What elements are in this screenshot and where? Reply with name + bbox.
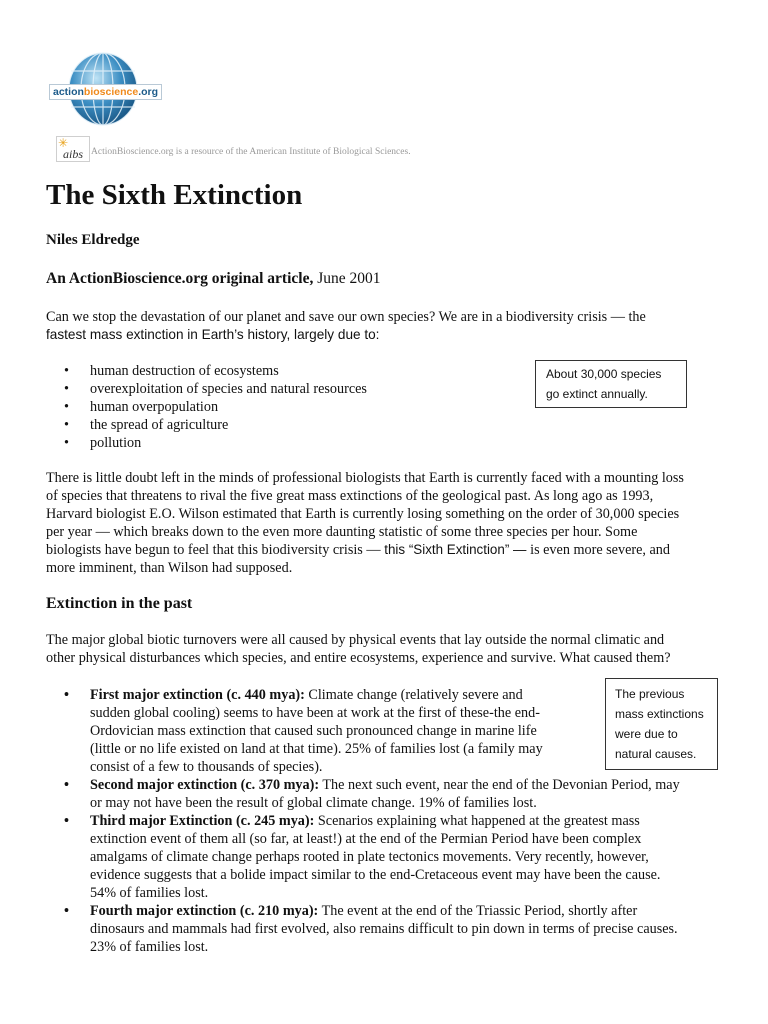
sun-icon: ✳ [58, 136, 69, 150]
item-line: consist of a few to thousands of species). [90, 759, 323, 775]
item-line [90, 686, 724, 704]
item-line: amalgams of climate change perhaps rooted in plate tectonics movements. Very recently, however, [90, 849, 649, 865]
item-label: Third major Extinction (c. 245 mya): [90, 813, 315, 829]
list-item: • overexploitation of species and natural resources [64, 380, 367, 398]
item-line: dinosaurs and mammals had first evolved, also remains difficult to pin down in terms of precise causes. [90, 921, 678, 937]
section-heading: Extinction in the past [46, 595, 193, 612]
callout-line: were due to [615, 727, 678, 741]
body-paragraph [46, 469, 731, 577]
intro-paragraph [46, 308, 726, 344]
item-line: (little or no life existed on land at that time). 25% of families lost (a family may [90, 741, 543, 757]
paragraph-line: The major global biotic turnovers were all caused by physical events that lay outside the normal climatic and [46, 632, 665, 648]
body-paragraph [46, 631, 726, 667]
callout-line: natural causes. [615, 747, 697, 761]
list-item [64, 812, 724, 902]
actionbioscience-wordmark[interactable]: actionbioscience.org [49, 84, 162, 100]
list-item [64, 686, 724, 776]
item-line: 23% of families lost. [90, 939, 209, 955]
item-line [90, 776, 724, 794]
item-line [90, 902, 724, 920]
byline-date: June 2001 [317, 270, 381, 287]
paragraph-line [46, 541, 731, 559]
callout-line: About 30,000 species [546, 367, 662, 381]
item-line: sudden global cooling) seems to have been at work at the first of these-the end- [90, 705, 540, 721]
text-run: biologists have begun to feel that this biodiversity crisis — [46, 542, 381, 558]
text-run: this “Sixth Extinction” — [380, 542, 531, 557]
extinctions-list [64, 686, 724, 956]
item-line: 54% of families lost. [90, 885, 209, 901]
item-line: Ordovician mass extinction that caused such pronounced change in marine life [90, 723, 537, 739]
causes-list [64, 362, 367, 452]
aibs-logo-text: aibs [63, 147, 84, 161]
aibs-logo[interactable] [56, 136, 90, 162]
text-run: The next such event, near the end of the Devonian Period, may [319, 777, 680, 793]
list-item [64, 902, 724, 956]
text-run: Climate change (relatively severe and [304, 687, 523, 703]
item-label: Fourth major extinction (c. 210 mya): [90, 903, 319, 919]
text-run: Scenarios explaining what happened at the greatest mass [314, 813, 640, 829]
article-byline [46, 270, 381, 288]
article-title: The Sixth Extinction [46, 179, 303, 211]
intro-line: fastest mass extinction in Earth’s history, largely due to: [46, 327, 380, 342]
text-run: is even more severe, and [530, 542, 670, 558]
article-author: Niles Eldredge [46, 232, 140, 248]
text-run: The event at the end of the Triassic Period, shortly after [318, 903, 638, 919]
item-label: First major extinction (c. 440 mya): [90, 687, 305, 703]
paragraph-line: of species that threatens to rival the five great mass extinctions of the geological past. As long ago as 1993, [46, 488, 654, 504]
callout-line: The previous [615, 687, 685, 701]
callout-line: go extinct annually. [546, 387, 648, 401]
item-line [90, 812, 724, 830]
callout-species-loss [535, 360, 687, 408]
item-line: or may not have been the result of global climate change. 19% of families lost. [90, 795, 537, 811]
item-line: evidence suggests that a bolide impact similar to the end-Cretaceous event may have been the cause. [90, 867, 661, 883]
paragraph-line: other physical disturbances which species, and entire ecosystems, experience and survive. What caused them? [46, 650, 671, 666]
paragraph-line: Harvard biologist E.O. Wilson estimated that Earth is currently losing something on the order of 30,000 species [46, 506, 680, 522]
callout-line: mass extinctions [615, 707, 704, 721]
list-item: • human overpopulation [64, 398, 367, 416]
item-label: Second major extinction (c. 370 mya): [90, 777, 320, 793]
intro-line: Can we stop the devastation of our planet and save our own species? We are in a biodiversity crisis — the [46, 309, 646, 325]
list-item [64, 776, 724, 812]
list-item: • human destruction of ecosystems [64, 362, 367, 380]
list-item: • the spread of agriculture [64, 416, 367, 434]
list-item: • pollution [64, 434, 367, 452]
paragraph-line: more imminent, than Wilson had supposed. [46, 560, 293, 576]
paragraph-line: per year — which breaks down to the even more daunting statistic of some three species per hour. Some [46, 524, 638, 540]
paragraph-line: There is little doubt left in the minds of professional biologists that Earth is currently faced with a mounting loss [46, 470, 684, 486]
byline-source: An ActionBioscience.org original article, [46, 270, 314, 287]
item-line: extinction event of them all (so far, at least!) at the end of the Permian Period have been complex [90, 831, 642, 847]
aibs-caption: ActionBioscience.org is a resource of the American Institute of Biological Sciences. [91, 147, 411, 157]
